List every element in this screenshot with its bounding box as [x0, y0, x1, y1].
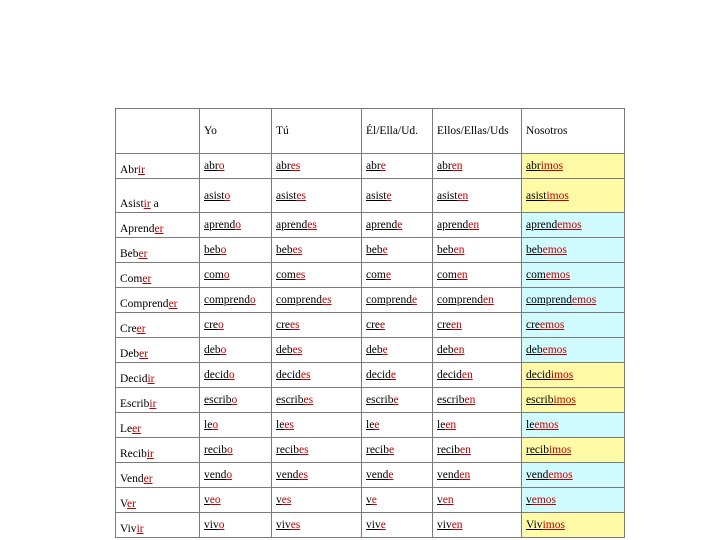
conjugation-stem: vend — [204, 469, 227, 481]
conjugation-stem: cre — [366, 319, 381, 331]
conjugation-cell — [362, 263, 433, 288]
conjugation-stem: Viv — [526, 519, 543, 531]
conjugation-ending: o — [235, 219, 242, 231]
verb-preposition: a — [150, 198, 159, 210]
conjugation-ending: es — [290, 319, 300, 331]
infinitive-cell — [116, 438, 200, 463]
conjugation-stem: abr — [526, 160, 541, 172]
conjugation-ending: es — [281, 494, 292, 506]
verb-conjugation-table — [115, 108, 625, 538]
table-row — [116, 513, 625, 538]
conjugation-cell — [272, 438, 362, 463]
conjugation-ending: e — [388, 469, 394, 481]
conjugation-stem: viv — [366, 519, 381, 531]
conjugation-stem: escrib — [276, 394, 304, 406]
conjugation-cell — [272, 263, 362, 288]
conjugation-ending: emos — [571, 294, 597, 306]
infinitive-cell — [116, 463, 200, 488]
conjugation-ending: es — [300, 369, 311, 381]
verb-ending: er — [143, 473, 153, 485]
conjugation-stem: comprend — [526, 294, 572, 306]
conjugation-stem: recib — [437, 444, 460, 456]
conjugation-stem: cre — [526, 319, 541, 331]
verb-stem: Aprend — [120, 223, 155, 235]
verb-ending: er — [142, 273, 152, 285]
verb-ending: ir — [143, 198, 151, 210]
conjugation-ending: e — [397, 219, 403, 231]
conjugation-cell — [272, 213, 362, 238]
table-row — [116, 363, 625, 388]
infinitive-cell — [116, 388, 200, 413]
conjugation-ending: imos — [542, 519, 565, 531]
table-row — [116, 438, 625, 463]
conjugation-cell — [362, 313, 433, 338]
conjugation-ending: imos — [546, 189, 569, 202]
conjugation-ending: en — [451, 319, 462, 331]
conjugation-ending: o — [228, 369, 235, 381]
verb-stem: V — [120, 498, 128, 510]
conjugation-stem: decid — [204, 369, 229, 381]
conjugation-cell — [433, 179, 522, 213]
verb-ending: ir — [146, 448, 154, 460]
conjugation-cell — [272, 238, 362, 263]
conjugation-stem: viv — [276, 519, 291, 531]
conjugation-ending: emos — [542, 244, 567, 256]
conjugation-cell — [433, 363, 522, 388]
conjugation-ending: es — [295, 269, 306, 281]
conjugation-cell — [272, 463, 362, 488]
conjugation-ending: es — [296, 189, 307, 202]
conjugation-ending: emos — [540, 319, 565, 331]
conjugation-stem: decid — [526, 369, 551, 381]
conjugation-cell — [200, 438, 272, 463]
conjugation-cell — [362, 238, 433, 263]
conjugation-ending: e — [380, 519, 386, 531]
conjugation-cell — [200, 513, 272, 538]
table-row — [116, 179, 625, 213]
infinitive-cell — [116, 263, 200, 288]
conjugation-stem: v — [276, 494, 282, 506]
conjugation-ending: es — [292, 244, 303, 256]
conjugation-cell — [522, 413, 625, 438]
verb-ending: er — [139, 348, 149, 360]
conjugation-cell — [362, 488, 433, 513]
conjugation-cell — [522, 213, 625, 238]
conjugation-ending: es — [307, 219, 317, 231]
infinitive-cell — [116, 288, 200, 313]
conjugation-stem: abr — [437, 160, 452, 172]
conjugation-ending: emos — [542, 344, 567, 356]
conjugation-stem: comprend — [366, 294, 412, 306]
conjugation-stem: recib — [526, 444, 549, 456]
conjugation-cell — [200, 213, 272, 238]
conjugation-cell — [522, 338, 625, 363]
conjugation-stem: deb — [204, 344, 221, 356]
conjugation-stem: beb — [204, 244, 221, 256]
conjugation-cell — [200, 238, 272, 263]
table-row — [116, 488, 625, 513]
conjugation-stem: recib — [366, 444, 389, 456]
conjugation-stem: com — [526, 269, 546, 281]
table-row — [116, 338, 625, 363]
conjugation-ending: o — [212, 419, 219, 431]
conjugation-stem: escrib — [437, 394, 465, 406]
conjugation-ending: en — [468, 219, 480, 231]
table-row — [116, 238, 625, 263]
conjugation-cell — [200, 313, 272, 338]
conjugation-stem: abr — [276, 160, 291, 172]
verb-ending: er — [132, 423, 142, 435]
table-row — [116, 463, 625, 488]
conjugation-stem: com — [366, 269, 386, 281]
conjugation-ending: en — [453, 344, 465, 356]
conjugation-ending: en — [464, 394, 476, 406]
conjugation-cell — [522, 238, 625, 263]
conjugation-cell — [362, 438, 433, 463]
verb-stem: Deb — [120, 348, 140, 360]
conjugation-cell — [200, 488, 272, 513]
conjugation-ending: e — [385, 269, 391, 281]
verb-stem: Decid — [120, 373, 148, 385]
conjugation-cell — [362, 338, 433, 363]
conjugation-ending: en — [459, 444, 471, 456]
verb-ending: er — [138, 248, 148, 260]
conjugation-ending: es — [290, 160, 301, 172]
verb-stem: Recib — [120, 448, 147, 460]
conjugation-cell — [362, 363, 433, 388]
header-corner-cell — [116, 109, 200, 154]
conjugation-ending: en — [456, 269, 468, 281]
verb-stem: Viv — [120, 523, 137, 535]
conjugation-stem: escrib — [526, 394, 554, 406]
conjugation-cell — [433, 463, 522, 488]
conjugation-cell — [200, 263, 272, 288]
conjugation-ending: es — [290, 519, 301, 531]
conjugation-ending: e — [382, 344, 388, 356]
conjugation-stem: decid — [366, 369, 391, 381]
infinitive-cell — [116, 313, 200, 338]
conjugation-cell — [272, 388, 362, 413]
conjugation-ending: o — [220, 344, 227, 356]
conjugation-stem: aprend — [366, 219, 398, 231]
conjugation-cell — [362, 513, 433, 538]
conjugation-stem: v — [437, 494, 443, 506]
conjugation-ending: emos — [534, 419, 559, 431]
infinitive-cell — [116, 488, 200, 513]
conjugation-cell — [200, 338, 272, 363]
conjugation-cell — [362, 154, 433, 179]
conjugation-ending: es — [303, 394, 314, 406]
conjugation-ending: o — [249, 294, 256, 306]
conjugation-stem: com — [437, 269, 457, 281]
conjugation-ending: e — [371, 494, 377, 506]
verb-stem: Cre — [120, 323, 137, 335]
conjugation-stem: aprend — [526, 219, 558, 231]
conjugation-stem: deb — [366, 344, 383, 356]
conjugation-stem: v — [204, 494, 210, 506]
conjugation-cell — [200, 288, 272, 313]
conjugation-ending: o — [231, 394, 238, 406]
conjugation-ending: es — [292, 344, 303, 356]
conjugation-ending: en — [457, 189, 469, 202]
conjugation-stem: asist — [366, 189, 387, 202]
table-row — [116, 213, 625, 238]
infinitive-cell — [116, 363, 200, 388]
conjugation-stem: comprend — [437, 294, 483, 306]
conjugation-ending: e — [386, 189, 392, 202]
conjugation-stem: vend — [276, 469, 299, 481]
conjugation-ending: e — [380, 319, 386, 331]
conjugation-cell — [522, 263, 625, 288]
conjugation-ending: o — [218, 319, 224, 331]
conjugation-cell — [362, 288, 433, 313]
conjugation-ending: en — [442, 494, 454, 506]
verb-stem: Abr — [120, 164, 138, 176]
conjugation-cell — [522, 488, 625, 513]
conjugation-ending: e — [393, 394, 399, 406]
conjugation-cell — [362, 388, 433, 413]
conjugation-ending: emos — [548, 469, 573, 481]
verb-stem: Comprend — [120, 298, 169, 310]
conjugation-cell — [433, 413, 522, 438]
conjugation-stem: vend — [526, 469, 549, 481]
conjugation-stem: le — [204, 419, 213, 431]
conjugation-cell — [522, 288, 625, 313]
verb-ending: ir — [137, 164, 145, 176]
conjugation-stem: aprend — [204, 219, 236, 231]
conjugation-stem: abr — [204, 160, 219, 172]
conjugation-cell — [272, 154, 362, 179]
conjugation-ending: o — [226, 469, 233, 481]
conjugation-ending: en — [461, 369, 473, 381]
conjugation-stem: aprend — [276, 219, 308, 231]
conjugation-ending: es — [284, 419, 294, 431]
conjugation-cell — [522, 154, 625, 179]
conjugation-ending: imos — [553, 394, 576, 406]
conjugation-cell — [200, 363, 272, 388]
conjugation-stem: viv — [204, 519, 219, 531]
verb-ending: ir — [149, 398, 157, 410]
verb-ending: er — [136, 323, 146, 335]
conjugation-cell — [200, 388, 272, 413]
verb-stem: Le — [120, 423, 133, 435]
conjugation-cell — [522, 313, 625, 338]
conjugation-ending: o — [218, 160, 225, 172]
conjugation-ending: e — [390, 369, 397, 381]
conjugation-cell — [362, 179, 433, 213]
conjugation-ending: o — [223, 269, 230, 281]
conjugation-cell — [362, 213, 433, 238]
verb-stem: Escrib — [120, 398, 150, 410]
infinitive-cell — [116, 154, 200, 179]
conjugation-stem: deb — [437, 344, 454, 356]
conjugation-stem: asist — [437, 189, 458, 202]
conjugation-ending: en — [459, 469, 471, 481]
conjugation-stem: escrib — [204, 394, 232, 406]
conjugation-cell — [433, 388, 522, 413]
conjugation-cell — [433, 438, 522, 463]
conjugation-stem: asist — [276, 189, 297, 202]
infinitive-cell — [116, 213, 200, 238]
conjugation-cell — [522, 388, 625, 413]
conjugation-stem: comprend — [276, 294, 322, 306]
conjugation-cell — [272, 179, 362, 213]
conjugation-ending: e — [382, 244, 388, 256]
conjugation-cell — [433, 313, 522, 338]
conjugation-ending: e — [380, 160, 386, 172]
conjugation-stem: decid — [276, 369, 301, 381]
conjugation-stem: recib — [204, 444, 227, 456]
conjugation-cell — [433, 488, 522, 513]
conjugation-stem: deb — [526, 344, 543, 356]
conjugation-ending: imos — [550, 369, 574, 381]
header-row — [116, 109, 625, 154]
header-cell: Yo — [200, 109, 272, 154]
conjugation-cell — [433, 154, 522, 179]
conjugation-stem: le — [276, 419, 285, 431]
conjugation-stem: abr — [366, 160, 381, 172]
conjugation-stem: v — [526, 494, 532, 506]
conjugation-stem: aprend — [437, 219, 469, 231]
conjugation-stem: com — [276, 269, 296, 281]
verb-stem: Vend — [120, 473, 144, 485]
conjugation-stem: vend — [437, 469, 460, 481]
conjugation-ending: en — [453, 244, 465, 256]
conjugation-ending: es — [298, 469, 308, 481]
conjugation-cell — [522, 463, 625, 488]
verb-ending: er — [154, 223, 164, 235]
conjugation-stem: decid — [437, 369, 462, 381]
conjugation-cell — [272, 313, 362, 338]
conjugation-cell — [433, 238, 522, 263]
header-cell: Ellos/Ellas/Uds — [433, 109, 522, 154]
conjugation-stem: vend — [366, 469, 389, 481]
conjugation-stem: v — [366, 494, 372, 506]
conjugation-ending: imos — [548, 444, 572, 456]
conjugation-ending: e — [411, 294, 418, 306]
conjugation-cell — [272, 513, 362, 538]
conjugation-ending: e — [388, 444, 395, 456]
verb-ending: ir — [147, 373, 155, 385]
conjugation-ending: o — [218, 519, 225, 531]
conjugation-ending: en — [482, 294, 494, 306]
conjugation-cell — [433, 513, 522, 538]
conjugation-cell — [200, 463, 272, 488]
conjugation-cell — [200, 179, 272, 213]
conjugation-ending: imos — [540, 160, 564, 172]
table-row — [116, 154, 625, 179]
infinitive-cell — [116, 338, 200, 363]
conjugation-ending: o — [226, 444, 233, 456]
table-row — [116, 263, 625, 288]
infinitive-cell — [116, 238, 200, 263]
infinitive-cell — [116, 179, 200, 213]
table-row — [116, 413, 625, 438]
conjugation-stem: beb — [526, 244, 543, 256]
header-cell: Él/Ella/Ud. — [362, 109, 433, 154]
conjugation-cell — [362, 463, 433, 488]
conjugation-stem: asist — [204, 189, 225, 202]
verb-ending: er — [168, 298, 178, 310]
conjugation-ending: emos — [545, 269, 571, 281]
conjugation-cell — [522, 363, 625, 388]
conjugation-ending: en — [451, 160, 463, 172]
conjugation-stem: cre — [276, 319, 291, 331]
conjugation-ending: emos — [557, 219, 582, 231]
conjugation-stem: recib — [276, 444, 299, 456]
verb-stem: Beb — [120, 248, 139, 260]
conjugation-ending: en — [445, 419, 457, 431]
conjugation-stem: com — [204, 269, 224, 281]
verb-ending: er — [127, 498, 136, 510]
table-row — [116, 288, 625, 313]
conjugation-cell — [362, 413, 433, 438]
verb-stem: Com — [120, 273, 143, 285]
conjugation-cell — [522, 438, 625, 463]
conjugation-stem: escrib — [366, 394, 394, 406]
conjugation-cell — [433, 263, 522, 288]
conjugation-cell — [522, 513, 625, 538]
conjugation-stem: le — [526, 419, 535, 431]
conjugation-stem: beb — [276, 244, 293, 256]
conjugation-stem: cre — [437, 319, 452, 331]
conjugation-cell — [272, 413, 362, 438]
conjugation-stem: beb — [437, 244, 454, 256]
conjugation-cell — [433, 288, 522, 313]
conjugation-ending: o — [220, 244, 227, 256]
conjugation-ending: emos — [531, 494, 557, 506]
conjugation-stem: viv — [437, 519, 452, 531]
conjugation-cell — [200, 413, 272, 438]
conjugation-stem: deb — [276, 344, 293, 356]
conjugation-cell — [200, 154, 272, 179]
conjugation-ending: es — [298, 444, 309, 456]
table-row — [116, 388, 625, 413]
conjugation-cell — [522, 179, 625, 213]
conjugation-ending: e — [374, 419, 380, 431]
conjugation-stem: beb — [366, 244, 383, 256]
header-cell: Nosotros — [522, 109, 625, 154]
conjugation-cell — [272, 488, 362, 513]
conjugation-stem: cre — [204, 319, 219, 331]
conjugation-stem: le — [437, 419, 446, 431]
conjugation-cell — [272, 363, 362, 388]
conjugation-cell — [433, 338, 522, 363]
table-row — [116, 313, 625, 338]
conjugation-ending: eo — [209, 494, 221, 506]
conjugation-ending: o — [224, 189, 231, 202]
conjugation-cell — [433, 213, 522, 238]
verb-ending: ir — [136, 523, 144, 535]
verb-stem: Asist — [120, 198, 144, 210]
conjugation-stem: comprend — [204, 294, 250, 306]
conjugation-stem: asist — [526, 189, 547, 202]
conjugation-stem: le — [366, 419, 375, 431]
infinitive-cell — [116, 413, 200, 438]
conjugation-ending: en — [451, 519, 463, 531]
conjugation-ending: es — [321, 294, 332, 306]
conjugation-cell — [272, 338, 362, 363]
infinitive-cell — [116, 513, 200, 538]
conjugation-cell — [272, 288, 362, 313]
header-cell: Tú — [272, 109, 362, 154]
